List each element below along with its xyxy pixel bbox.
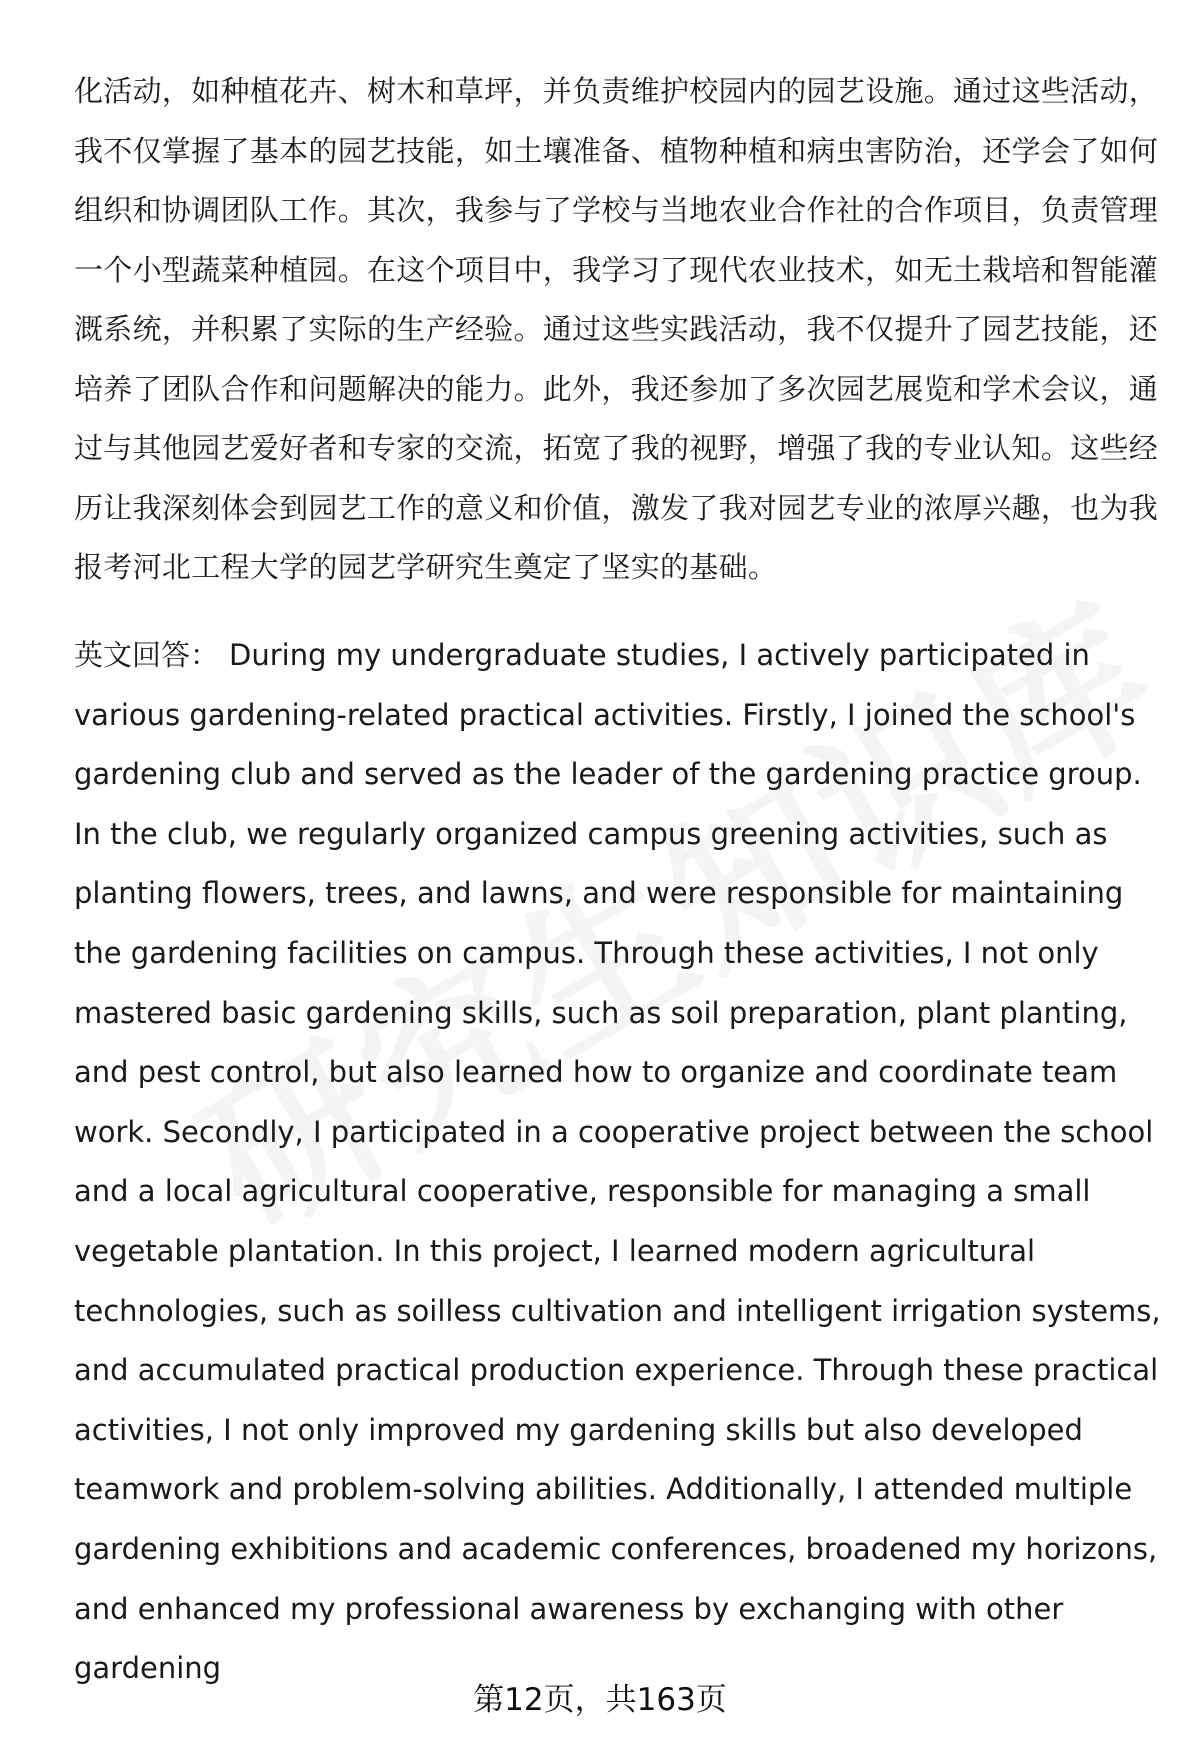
- english-answer-paragraph: [74, 626, 1169, 1699]
- page-number-footer: 第12页，共163页: [473, 1682, 727, 1718]
- english-answer-label: 英文回答：: [74, 638, 220, 672]
- chinese-answer-paragraph: 化活动，如种植花卉、树木和草坪，并负责维护校园内的园艺设施。通过这些活动，我不仅掌握了基本的园艺技能，如土壤准备、植物种植和病虫害防治，还学会了如何组织和协调团队工作。其次，我参与了学校与当地农业合作社的合作项目，负责管理一个小型蔬菜种植园。在这个项目中，我学习了现代农业技术，如无土栽培和智能灌溉系统，并积累了实际的生产经验。通过这些实践活动，我不仅提升了园艺技能，还培养了团队合作和问题解决的能力。此外，我还参加了多次园艺展览和学术会议，通过与其他园艺爱好者和专家的交流，拓宽了我的视野，增强了我的专业认知。这些经历让我深刻体会到园艺工作的意义和价值，激发了我对园艺专业的浓厚兴趣，也为我报考河北工程大学的园艺学研究生奠定了坚实的基础。: [74, 74, 1159, 584]
- english-answer-text: During my undergraduate studies, I actively participated in various gardening-related practical activities. Firstly, I joined the school's gardening club and served as the leader of the gardening practice group. In the club, we regularly organized campus greening activities, such as planting flowers, trees, and lawns, and were responsible for maintaining the gardening facilities on campus. Through these activities, I not only mastered basic gardening skills, such as soil preparation, plant planting, and pest control, but also learned how to organize and coordinate team work. Secondly, I participated in a cooperative project between the school and a local agricultural cooperative, responsible for managing a small vegetable plantation. In this project, I learned modern agricultural technologies, such as soilless cultivation and intelligent irrigation systems, and accumulated practical production experience. Through these practical activities, I not only improved my gardening skills but also developed teamwork and problem-solving abilities. Additionally, I attended multiple gardening exhibitions and academic conferences, broadened my horizons, and enhanced my professional awareness by exchanging with other gardening: [74, 638, 1161, 1686]
